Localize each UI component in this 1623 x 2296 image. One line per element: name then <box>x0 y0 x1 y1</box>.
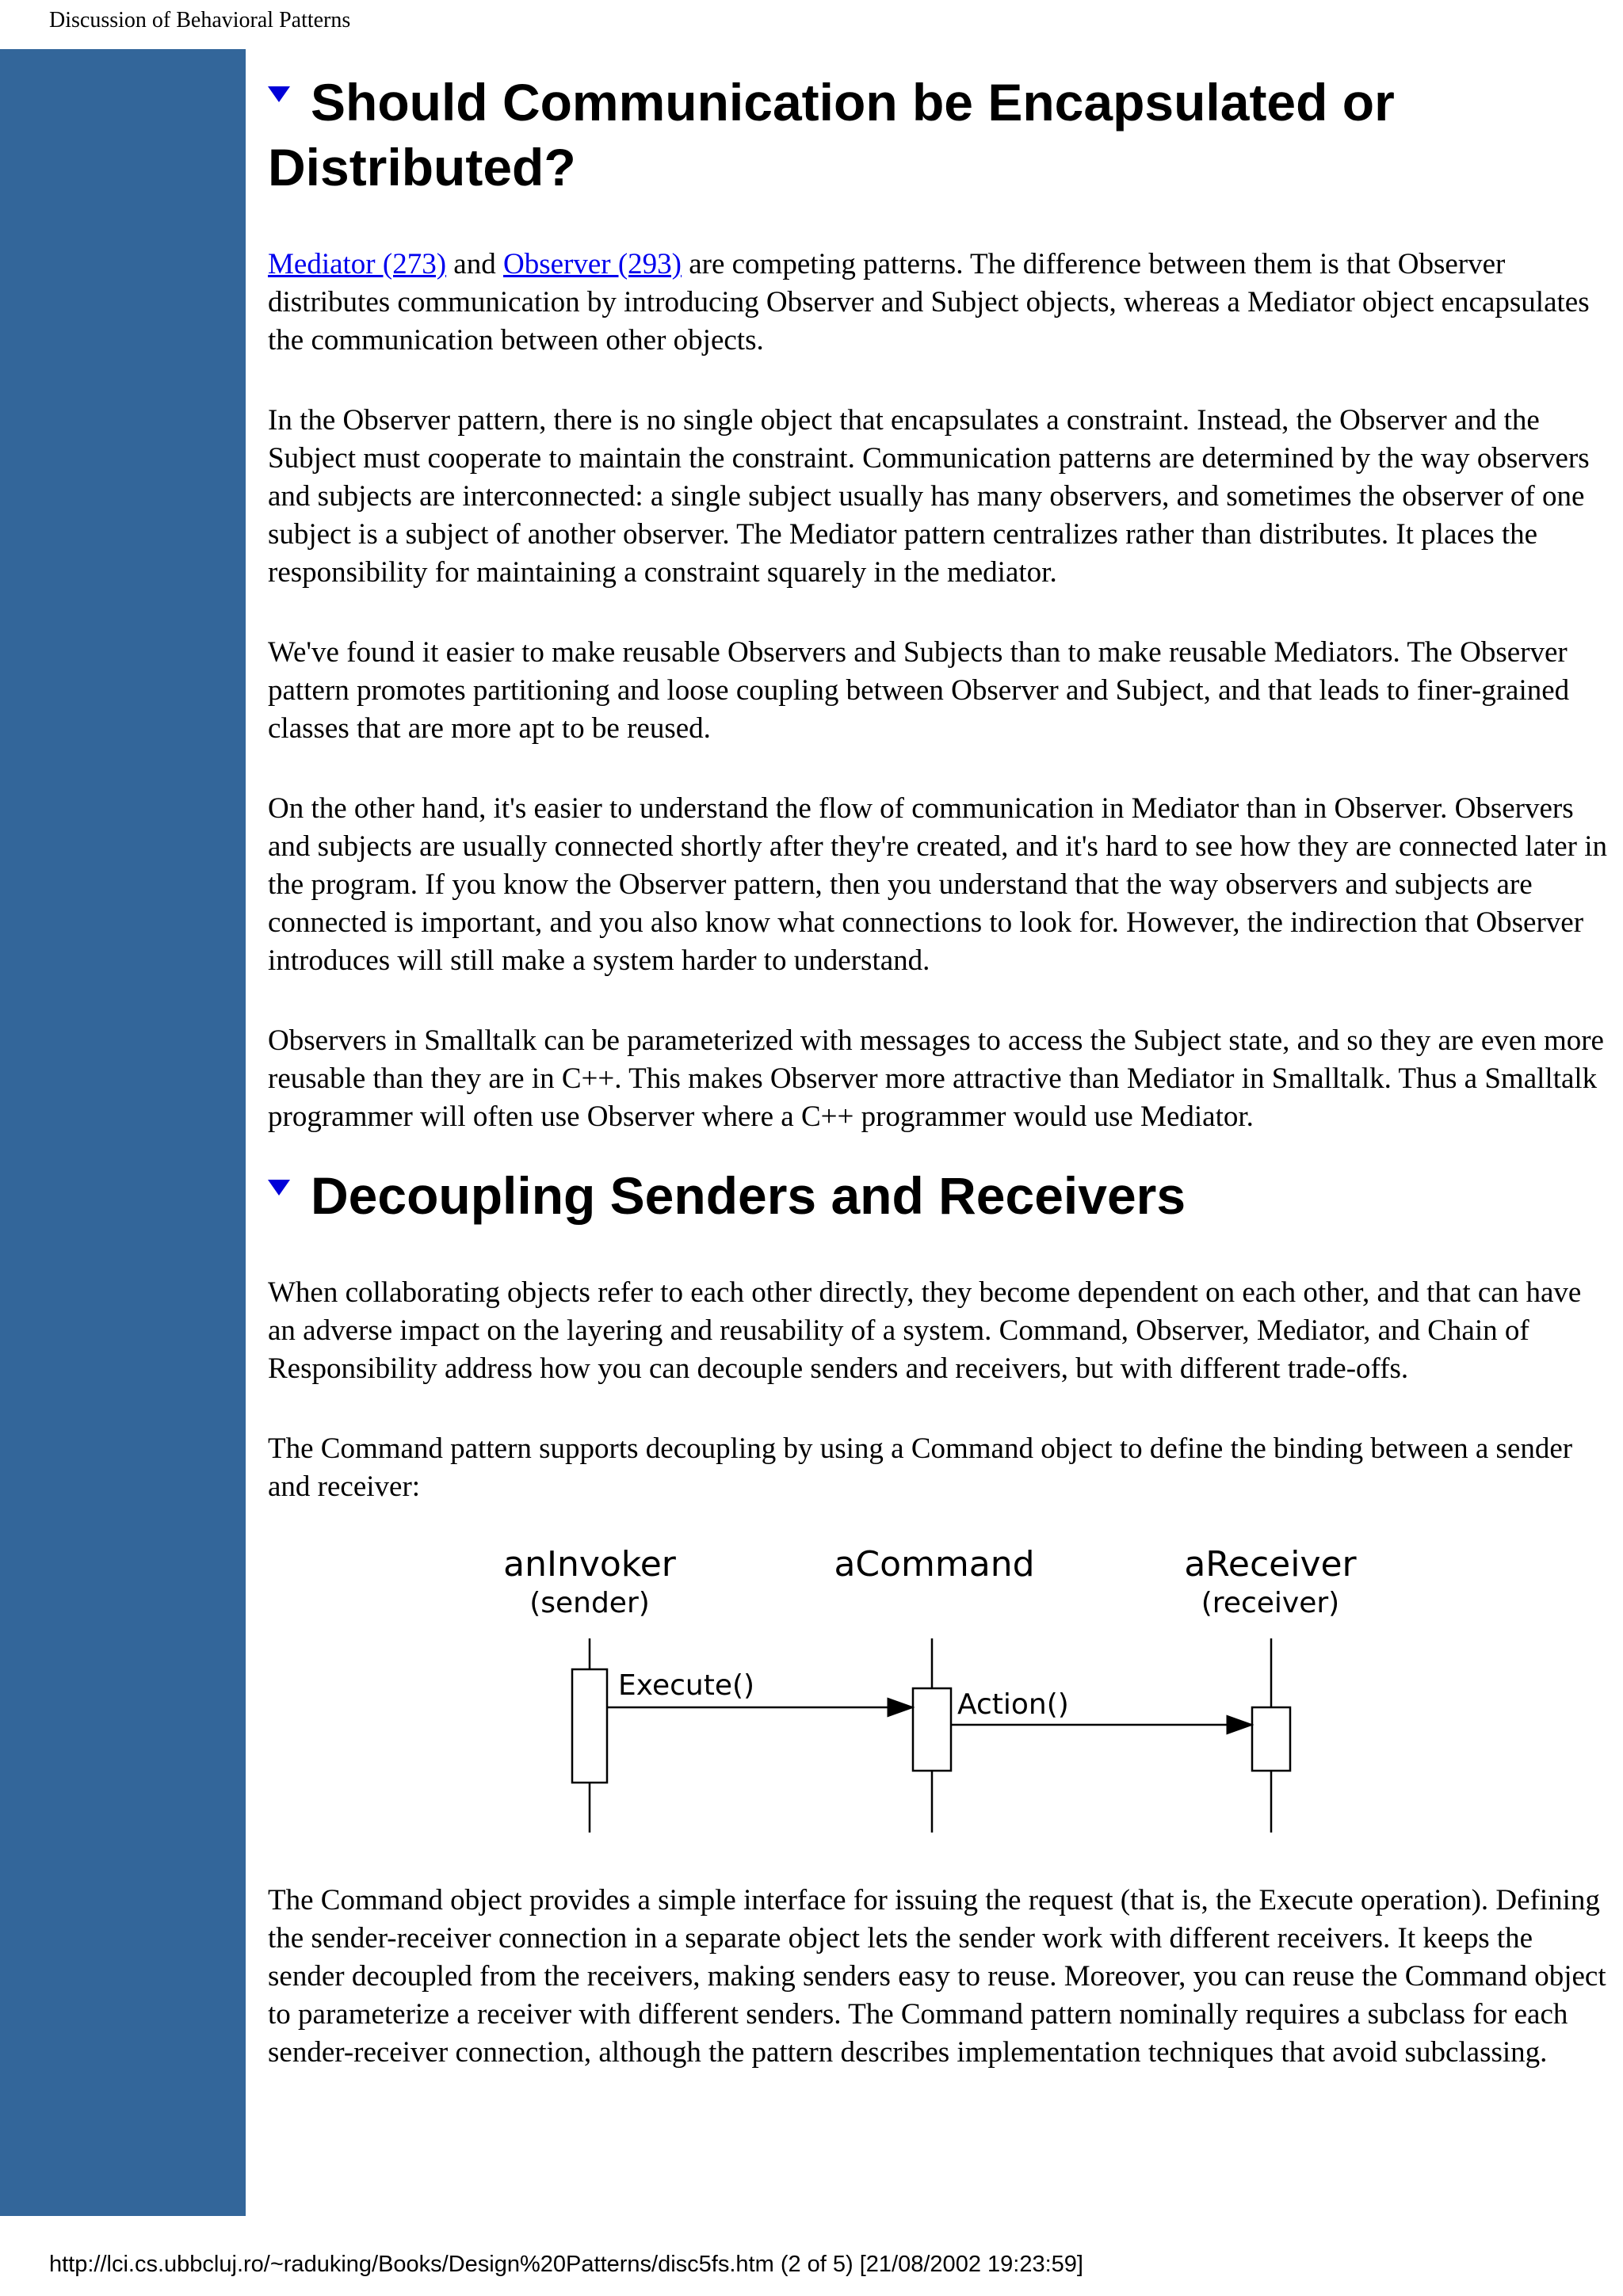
execute-message-label: Execute() <box>618 1669 755 1702</box>
section-heading-communication <box>268 70 1607 200</box>
paragraph-reusable-observers: We've found it easier to make reusable Observers and Subjects than to make reusable Mediators. The Observer pattern promotes partitioning and loose coupling between Observer and Subject, and that leads to finer-grained classes that are more apt to be reused. <box>268 636 1570 745</box>
paragraph-command-object-interface: The Command object provides a simple interface for issuing the request (that is, the Execute operation). Defining the sender-receiver connection in a separate object lets the sender work with different receivers. It keeps the sender decoupled from the receivers, making senders easy to reuse. Moreover, you can reuse the Command object to parameterize a receiver with different senders. The Command pattern nominally requires a subclass for each sender-receiver connection, although the pattern describes implementation techniques that avoid subclassing. <box>268 1884 1606 2069</box>
section-heading-text: Should Communication be Encapsulated or Distributed? <box>268 73 1395 196</box>
mediator-link[interactable]: Mediator (273) <box>268 248 447 280</box>
command-activation-box <box>913 1688 951 1771</box>
paragraph-text: and <box>446 248 503 280</box>
triangle-down-icon <box>268 86 290 102</box>
paragraph-command-pattern: The Command pattern supports decoupling by using a Command object to define the binding between a sender and receiver: <box>268 1432 1573 1503</box>
receiver-name-label: aReceiver <box>1184 1544 1357 1585</box>
invoker-activation-box <box>572 1669 607 1783</box>
paragraph-smalltalk-observers: Observers in Smalltalk can be parameterized with messages to access the Subject state, and so they are even more reusable than they are in C++. This makes Observer more attractive than Mediator in Smalltalk. Thus a Smalltalk programmer will often use Observer where a C++ programmer would use Mediator. <box>268 1024 1604 1133</box>
triangle-down-icon <box>268 1180 290 1196</box>
interaction-diagram-svg <box>268 1539 1607 1850</box>
invoker-role-label: (sender) <box>529 1587 650 1619</box>
main-content <box>268 70 1607 2072</box>
paragraph-collaborating-objects: When collaborating objects refer to each other directly, they become dependent on each other, and that can have an adverse impact on the layering and reusability of a system. Command, Observer, Mediator, and Chain of Responsibility address how you can decouple senders and receivers, but with different trade-offs. <box>268 1276 1582 1385</box>
action-message-label: Action() <box>957 1688 1069 1721</box>
invoker-name-label: anInvoker <box>503 1544 676 1585</box>
page-header-title: Discussion of Behavioral Patterns <box>49 8 351 32</box>
paragraph-observer-constraint: In the Observer pattern, there is no single object that encapsulates a constraint. Instead, the Observer and the Subject must cooperate to maintain the constraint. Communication patterns are determined by the way observers and subjects are interconnected: a single subject usually has many observers, and sometimes the observer of one subject is a subject of another observer. The Mediator pattern centralizes rather than distributes. It places the responsibility for maintaining a constraint squarely in the mediator. <box>268 404 1590 589</box>
command-interaction-diagram <box>268 1539 1607 1850</box>
paragraph-mediator-observer <box>268 246 1607 360</box>
page-footer-url: http://lci.cs.ubbcluj.ro/~raduking/Books/Design%20Patterns/disc5fs.htm (2 of 5) [21/08/2002 19:23:59] <box>49 2252 1083 2277</box>
section-heading-text: Decoupling Senders and Receivers <box>311 1166 1186 1225</box>
receiver-role-label: (receiver) <box>1201 1587 1340 1619</box>
command-name-label: aCommand <box>834 1544 1035 1585</box>
paragraph-flow-of-communication: On the other hand, it's easier to understand the flow of communication in Mediator than in Observer. Observers and subjects are usually connected shortly after they're created, and it's hard to see how they are connected later in the program. If you know the Observer pattern, then you understand that the way observers and subjects are connected is important, and you also know what connections to look for. However, the indirection that Observer introduces will still make a system harder to understand. <box>268 792 1607 977</box>
section-heading-decoupling <box>268 1163 1607 1228</box>
left-sidebar-band <box>0 49 246 2216</box>
receiver-activation-box <box>1252 1707 1290 1771</box>
observer-link[interactable]: Observer (293) <box>502 248 682 280</box>
paragraph-text: are competing patterns. The difference between them is that Observer distributes communication by introducing Observer and Subject objects, whereas a Mediator object encapsulates the communication between other objects. <box>268 248 1590 357</box>
